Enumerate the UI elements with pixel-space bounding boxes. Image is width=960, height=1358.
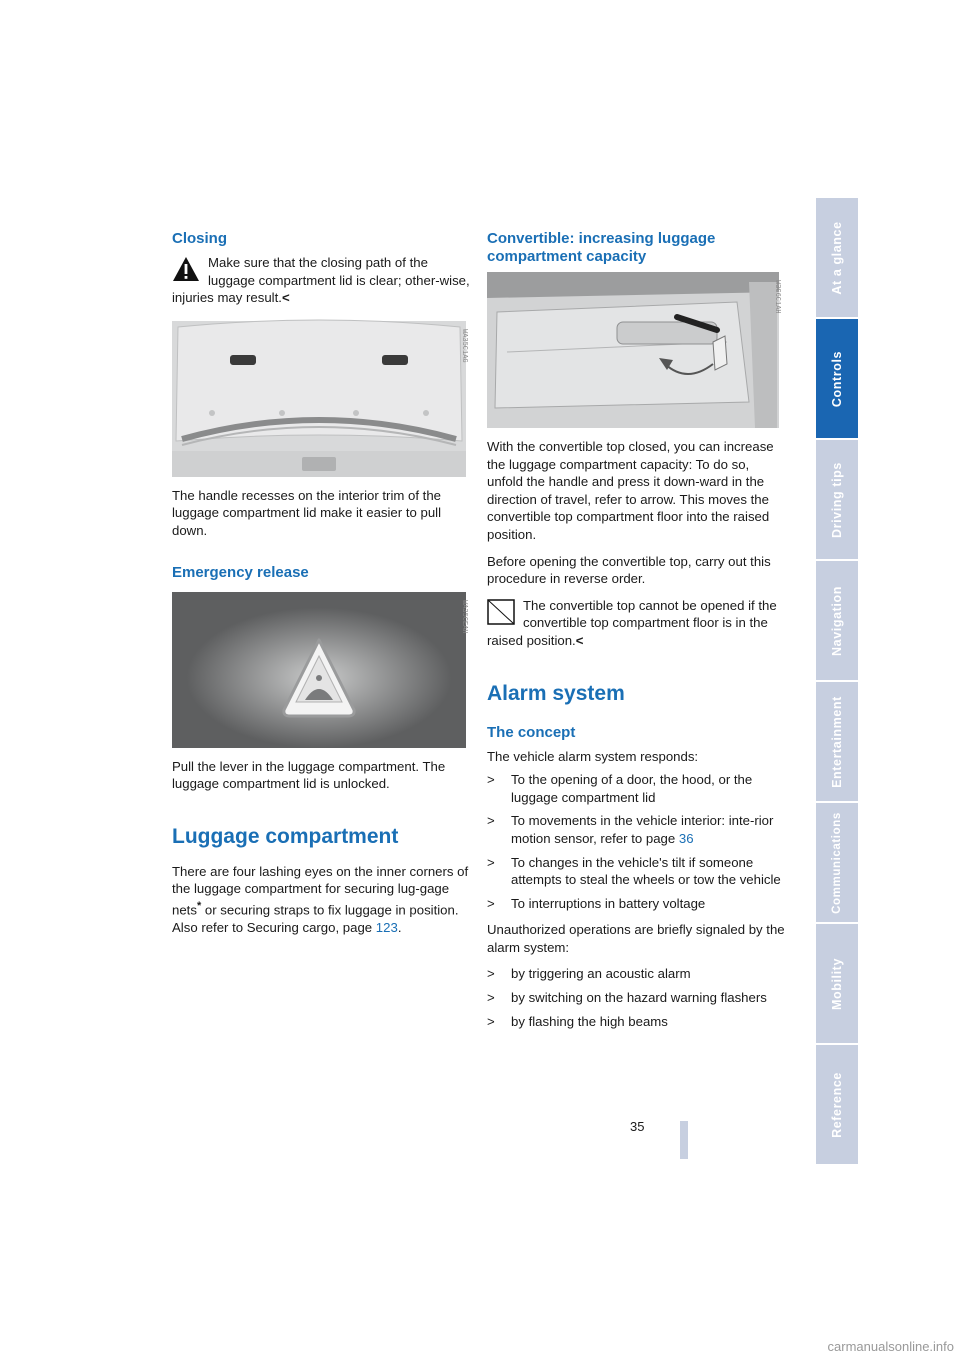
list-item: > by triggering an acoustic alarm	[487, 966, 691, 982]
optional-star: *	[196, 899, 202, 912]
emergency-release-figure	[172, 592, 466, 748]
tab-reference[interactable]: Reference	[816, 1045, 858, 1164]
figure-code: WA35CEAH	[460, 599, 468, 634]
tab-driving-tips[interactable]: Driving tips	[816, 440, 858, 559]
page-number-bar	[680, 1121, 688, 1159]
tab-controls[interactable]: Controls	[816, 319, 858, 438]
list-item: > To interruptions in battery voltage	[487, 895, 706, 911]
concept-heading: The concept	[487, 723, 576, 741]
alarm-signal-list	[487, 965, 787, 1030]
luggage-reference: Also refer to Securing cargo, page 123.	[172, 919, 402, 935]
note-icon	[487, 599, 515, 625]
list-item: > To movements in the vehicle interior: inte-rior motion sensor, refer to page 36	[487, 813, 774, 846]
right-column	[487, 230, 787, 1039]
page-link-123[interactable]: 123	[375, 919, 398, 935]
alarm-signal-intro: Unauthorized operations are briefly signaled by the alarm system:	[487, 922, 785, 955]
convertible-note-end: <	[575, 632, 584, 648]
tab-mobility[interactable]: Mobility	[816, 924, 858, 1043]
page-number: 35	[630, 1119, 645, 1134]
closing-warning-text: Make sure that the closing path of the luggage compartment lid is clear; other-wise, injuries may result.	[172, 255, 470, 306]
warning-triangle-icon	[172, 256, 200, 282]
luggage-lid-illustration	[172, 321, 466, 477]
watermark: carmanualsonline.info	[827, 1339, 954, 1354]
luggage-text: There are four lashing eyes on the inner corners of the luggage compartment for securing lug-gage nets* or securing straps to fix luggage in position.	[172, 863, 469, 918]
closing-warning	[172, 254, 472, 307]
luggage-heading: Luggage compartment	[172, 824, 399, 848]
tab-at-a-glance[interactable]: At a glance	[816, 198, 858, 317]
page-link-36[interactable]: 36	[678, 830, 694, 846]
convertible-note-text: The convertible top cannot be opened if the convertible top compartment floor is in the raised position.	[487, 597, 777, 648]
convertible-compartment-figure	[487, 272, 779, 428]
closing-text: The handle recesses on the interior trim of the luggage compartment lid make it easier to pull down.	[172, 487, 442, 538]
section-tabs	[816, 198, 858, 1166]
closing-warning-end: <	[281, 290, 290, 306]
figure-code: W3C6C1AH	[773, 280, 781, 314]
convertible-compartment-illustration	[487, 272, 779, 428]
alarm-trigger-list	[487, 771, 787, 912]
emergency-heading: Emergency release	[172, 563, 309, 581]
emergency-release-illustration	[172, 592, 466, 748]
figure-code: WA35C1AG	[460, 328, 468, 363]
list-item: > To changes in the vehicle's tilt if someone attempts to steal the wheels or tow the vehicle	[487, 854, 781, 888]
convertible-heading: Convertible: increasing luggage compartment capacity	[487, 230, 716, 265]
emergency-text: Pull the lever in the luggage compartment. The luggage compartment lid is unlocked.	[172, 758, 446, 792]
list-item: > by flashing the high beams	[487, 1013, 668, 1029]
list-item: > by switching on the hazard warning flashers	[487, 990, 767, 1006]
list-item: > To the opening of a door, the hood, or the luggage compartment lid	[487, 772, 753, 805]
convertible-text-2: Before opening the convertible top, carry out this procedure in reverse order.	[487, 553, 771, 587]
convertible-text-1: With the convertible top closed, you can increase the luggage compartment capacity: To do so, unfold the handle and press it down-ward in the direction of travel, refer to arrow. This moves the convertible top compartment floor into the raised position.	[487, 439, 774, 542]
left-column	[172, 230, 472, 946]
convertible-note	[487, 597, 787, 650]
alarm-heading: Alarm system	[487, 681, 625, 705]
tab-communications[interactable]: Communications	[816, 803, 858, 922]
tab-navigation[interactable]: Navigation	[816, 561, 858, 680]
alarm-intro: The vehicle alarm system responds:	[487, 748, 699, 764]
luggage-lid-interior-figure	[172, 321, 466, 477]
tab-entertainment[interactable]: Entertainment	[816, 682, 858, 801]
closing-heading: Closing	[172, 230, 227, 247]
